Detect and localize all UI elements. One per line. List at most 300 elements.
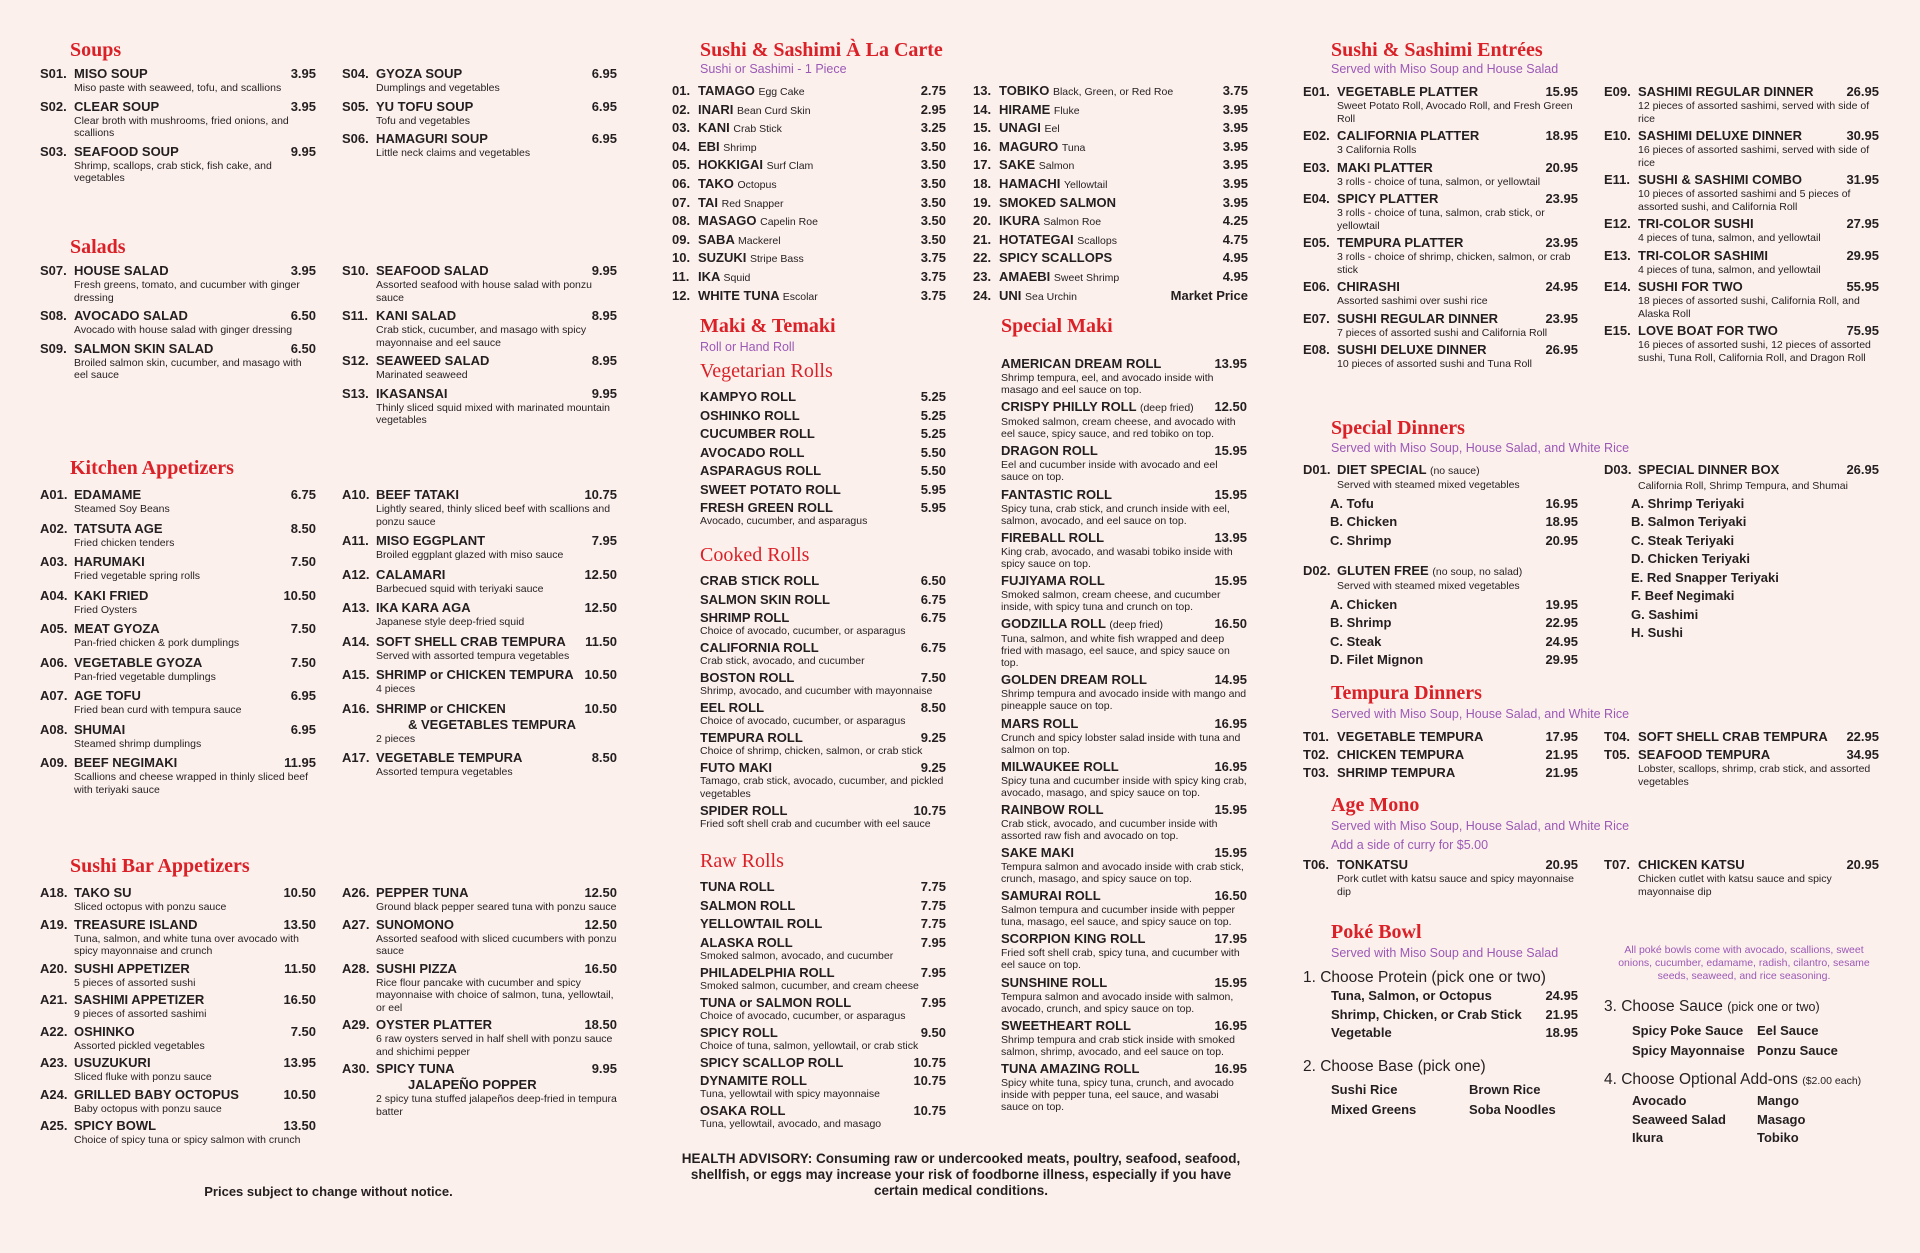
special-dinners-subtitle: Served with Miso Soup, House Salad, and White Rice [1331, 441, 1630, 455]
item-name: BOSTON ROLL [700, 670, 795, 685]
item-name: SUSHI REGULAR DINNER [1337, 310, 1499, 326]
item-desc: 6 raw oysters served in half shell with ponzu sauce and shichimi pepper [376, 1033, 613, 1058]
item-price: 10.50 [584, 700, 617, 716]
item-name-text: EBI [698, 138, 720, 154]
item-code: A06. [40, 654, 68, 670]
item-price: 24.95 [1545, 279, 1578, 294]
item-price: 15.95 [1214, 572, 1247, 588]
menu-item [40, 308, 316, 337]
roll-item [700, 995, 946, 1023]
item-desc: Smoked salmon, avocado, and cucumber [700, 949, 894, 962]
item-desc: Pan-fried vegetable dumplings [74, 670, 216, 683]
item-desc: Crab stick, avocado, and cucumber inside with assorted raw fish and avocado on top. [1001, 817, 1218, 842]
item-name [1001, 672, 1247, 688]
poke-protein-options [1331, 987, 1578, 1043]
menu-item [1604, 84, 1879, 125]
option-item [1331, 1024, 1578, 1043]
veg-rolls-list [700, 389, 946, 530]
item-name: TRI-COLOR SASHIMI [1638, 247, 1768, 263]
roll-item [700, 879, 946, 895]
item-desc: Assorted sashimi over sushi rice [1337, 295, 1488, 307]
item-desc: Chicken cutlet with katsu sauce and spicy mayonnaise dip [1638, 873, 1832, 898]
item-desc: Shrimp tempura and avocado inside with mango and pineapple sauce on top. [1001, 688, 1247, 713]
alacarte-item [672, 175, 946, 194]
item-price: 8.50 [920, 700, 946, 715]
item-name: SHRIMP ROLL [700, 610, 790, 625]
menu-item [40, 66, 316, 95]
item-name: CHIRASHI [1337, 279, 1400, 294]
item-name: FRESH GREEN ROLL [700, 500, 833, 515]
item-desc: Assorted tempura vegetables [376, 766, 513, 778]
menu-item [40, 755, 316, 796]
item-price: 16.50 [283, 992, 316, 1007]
item-desc: Tuna, yellowtail, avocado, and masago [700, 1118, 882, 1130]
item-price: 23.95 [1545, 191, 1578, 206]
item-desc: Smoked salmon, cream cheese, and cucumber inside, with spicy tuna and crunch on top. [1001, 588, 1221, 613]
menu-item [342, 567, 617, 596]
diet-special-code: D01. [1303, 462, 1331, 477]
menu-item [342, 487, 617, 528]
item-price: 6.95 [591, 131, 617, 146]
item-name: MEAT GYOZA [74, 621, 160, 636]
item-price: 3.95 [1222, 194, 1248, 210]
item-price: 13.95 [283, 1055, 316, 1070]
menu-item [342, 667, 617, 696]
menu-item [342, 99, 617, 128]
option-price: 20.95 [1545, 532, 1578, 548]
item-price: 20.95 [1846, 857, 1879, 872]
item-price: 6.95 [591, 66, 617, 81]
menu-item [40, 992, 316, 1021]
alacarte-item [973, 231, 1248, 250]
item-name: IKASANSAI [376, 385, 448, 401]
item-name-text: SUZUKI [698, 250, 747, 266]
item-price: 10.75 [584, 487, 617, 502]
item-price: 16.95 [1214, 1017, 1247, 1033]
roll-item [700, 916, 946, 932]
item-code: 04. [672, 138, 691, 154]
item-name: EDAMAME [74, 487, 142, 502]
item-price: 3.50 [920, 157, 946, 173]
tempura-title: Tempura Dinners [1331, 682, 1482, 704]
item-name: VEGETABLE GYOZA [74, 654, 203, 670]
item-desc: Eel and cucumber inside with avocado and eel sauce on top. [1001, 459, 1218, 484]
item-name: AGE TOFU [74, 688, 141, 703]
menu-item [342, 750, 617, 779]
item-code: E01. [1303, 84, 1330, 99]
item-code: E14. [1604, 279, 1631, 294]
item-desc: Choice of tuna, salmon, yellowtail, or crab stick [700, 1039, 919, 1052]
item-code: A26. [342, 885, 370, 900]
item-code: A29. [342, 1017, 370, 1032]
item-code: A17. [342, 750, 370, 765]
menu-item [40, 621, 316, 650]
menu-item [342, 308, 617, 349]
item-code: E15. [1604, 323, 1631, 338]
agemono-title: Age Mono [1331, 794, 1420, 816]
item-name: MAKI PLATTER [1337, 159, 1433, 175]
item-name-text: IKURA [999, 213, 1040, 229]
item-price: 5.95 [920, 481, 946, 497]
entrees-list-right [1604, 84, 1879, 367]
item-price: 20.95 [1545, 857, 1578, 872]
item-price: 21.95 [1545, 747, 1578, 762]
item-name-text: SMOKED SALMON [999, 194, 1116, 210]
alacarte-subtitle: Sushi or Sashimi - 1 Piece [700, 62, 847, 76]
item-code: A12. [342, 566, 370, 582]
alacarte-item [672, 138, 946, 157]
item-code: 12. [672, 287, 691, 303]
alacarte-item [672, 101, 946, 120]
item-price: 23.95 [1545, 310, 1578, 326]
menu-item [40, 263, 316, 304]
item-price: 8.95 [591, 308, 617, 323]
item-name: SUSHI DELUXE DINNER [1337, 342, 1487, 357]
special-maki-list [1001, 356, 1247, 1116]
item-name-text: SAMURAI ROLL [1001, 888, 1101, 904]
item-code: E11. [1604, 172, 1631, 187]
item-desc: 3 California Rolls [1337, 144, 1417, 156]
alacarte-item [672, 268, 946, 287]
item-name-text: GOLDEN DREAM ROLL [1001, 672, 1147, 688]
item-name-text: SUNSHINE ROLL [1001, 974, 1108, 990]
item-name: MISO EGGPLANT [376, 533, 486, 548]
menu-item [1303, 729, 1578, 745]
item-name [1001, 931, 1247, 947]
menu-item [1604, 128, 1879, 169]
item-name: OYSTER PLATTER [376, 1017, 493, 1032]
item-name [698, 194, 784, 214]
option-item: F. Beef Negimaki [1631, 588, 1735, 603]
maki-title: Maki & Temaki [700, 315, 836, 337]
alacarte-item [973, 101, 1248, 120]
item-price: 7.95 [920, 964, 946, 980]
item-price: 14.95 [1214, 672, 1247, 688]
item-translation: Stripe Bass [750, 253, 804, 266]
dinner-box-code: D03. [1604, 462, 1632, 477]
item-name: PEPPER TUNA [376, 885, 469, 900]
menu-item [342, 263, 617, 304]
item-price: 7.50 [920, 670, 946, 685]
alacarte-item [672, 231, 946, 250]
item-desc: Choice of avocado, cucumber, or asparagus [700, 715, 906, 727]
item-note: (deep fried) [1139, 402, 1194, 415]
item-desc: Clear broth with mushrooms, fried onions, and scallions [74, 114, 289, 139]
item-desc: Spicy tuna, crab stick, and crunch inside with eel, salmon, avocado, and eel sauce on top. [1001, 502, 1230, 527]
soups-list-left [40, 66, 316, 189]
item-price: 13.95 [1214, 356, 1247, 371]
option-item: B. Salmon Teriyaki [1631, 514, 1747, 529]
item-desc: Fried Oysters [74, 603, 138, 616]
item-desc: Shrimp, avocado, and cucumber with mayonnaise [700, 685, 933, 697]
item-name: SPIDER ROLL [700, 802, 788, 818]
option-item: Ponzu Sauce [1757, 1042, 1838, 1058]
item-name-text: AMAEBI [999, 268, 1051, 284]
item-translation: Sweet Shrimp [1053, 271, 1120, 284]
item-name-text: UNAGI [999, 120, 1041, 136]
item-price: 6.50 [920, 573, 946, 588]
item-desc: Tuna, yellowtail with spicy mayonnaise [700, 1088, 880, 1100]
item-price: 10.75 [913, 1054, 946, 1070]
menu-item [1303, 128, 1578, 157]
item-name: TEMPURA ROLL [700, 730, 803, 745]
soups-list-right [342, 66, 617, 164]
item-price: 3.95 [1222, 157, 1248, 173]
item-desc: Shrimp tempura and crab stick inside with smoked salmon, shrimp, avocado, and eel sauce on top. [1001, 1033, 1236, 1058]
item-price: 6.50 [290, 340, 316, 356]
item-code: 19. [973, 194, 992, 210]
roll-item [700, 730, 946, 758]
alacarte-item [973, 249, 1248, 268]
menu-item [40, 1087, 316, 1116]
item-desc: Salmon tempura and cucumber inside with pepper tuna, masago, eel sauce, and spicy sauce on top. [1001, 904, 1236, 929]
item-desc: Tempura salmon and avocado inside with crab stick, crunch, masago, and spicy sauce on top. [1001, 861, 1244, 886]
item-name [698, 101, 811, 121]
item-code: S02. [40, 98, 67, 114]
item-price: 3.50 [920, 138, 946, 154]
item-desc: Fresh greens, tomato, and cucumber with ginger dressing [74, 279, 300, 304]
item-name: TAKO SU [74, 885, 132, 900]
option-price: 21.95 [1545, 1006, 1578, 1022]
item-code: A03. [40, 554, 68, 569]
alacarte-item [672, 194, 946, 213]
item-desc: 4 pieces of tuna, salmon, and yellowtail [1638, 263, 1821, 276]
cooked-rolls-title: Cooked Rolls [700, 544, 810, 566]
alacarte-title: Sushi & Sashimi À La Carte [700, 39, 943, 61]
item-desc: Crunch and spicy lobster salad inside with tuna and salmon on top. [1001, 731, 1241, 756]
menu-item [342, 634, 617, 663]
item-name: SHRIMP or CHICKEN TEMPURA [376, 667, 574, 682]
item-price: 15.95 [1214, 845, 1247, 861]
item-price: 11.50 [284, 960, 316, 976]
item-code: T06. [1303, 857, 1330, 872]
item-code: A30. [342, 1061, 370, 1076]
item-name [999, 119, 1060, 139]
option-label: C. Shrimp [1330, 532, 1392, 548]
item-price: 10.75 [913, 802, 946, 818]
item-name-text: KANI [698, 120, 730, 136]
item-price: 6.50 [290, 308, 316, 323]
item-name: CALAMARI [376, 566, 446, 582]
item-desc: Baby octopus with ponzu sauce [74, 1102, 222, 1115]
roll-item [700, 898, 946, 914]
item-code: A07. [40, 688, 68, 703]
option-item: Seaweed Salad [1632, 1111, 1726, 1127]
item-price: 3.50 [920, 231, 946, 247]
item-name: SUSHI & SASHIMI COMBO [1638, 172, 1802, 187]
item-desc: Fried soft shell crab, spicy tuna, and cucumber with eel sauce on top. [1001, 947, 1240, 972]
item-name: SOFT SHELL CRAB TEMPURA [1638, 729, 1828, 744]
item-desc: Sliced fluke with ponzu sauce [74, 1071, 212, 1083]
roll-item [700, 463, 946, 479]
item-code: 03. [672, 120, 691, 136]
item-name: SUNOMONO [376, 916, 454, 932]
item-price: 7.50 [290, 654, 316, 670]
maki-subtitle: Roll or Hand Roll [700, 340, 795, 354]
item-desc: Crab stick, avocado, and cucumber [700, 655, 865, 667]
item-desc: Fried bean curd with tempura sauce [74, 704, 242, 716]
item-price: 26.95 [1846, 84, 1879, 99]
item-name: SASHIMI DELUXE DINNER [1638, 128, 1802, 143]
item-desc: Served with assorted tempura vegetables [376, 649, 570, 662]
item-code: 15. [973, 120, 992, 136]
menu-item [342, 533, 617, 562]
alacarte-item [973, 268, 1248, 287]
item-desc: Shrimp, scallops, crab stick, fish cake, and vegetables [74, 159, 272, 184]
item-name: SUSHI PIZZA [376, 960, 457, 976]
item-translation: Tuna [1061, 141, 1086, 154]
roll-item [700, 408, 946, 424]
item-desc: 5 pieces of assorted sushi [74, 976, 196, 989]
option-item: H. Sushi [1631, 625, 1684, 640]
gluten-free-code: D02. [1303, 563, 1331, 578]
item-name [1001, 1018, 1247, 1034]
item-price: 4.75 [1222, 231, 1248, 247]
special-roll-item [1001, 530, 1247, 570]
item-desc: Crab stick, cucumber, and masago with spicy mayonnaise and eel sauce [376, 324, 587, 349]
option-label: Tuna, Salmon, or Octopus [1331, 988, 1492, 1003]
item-name-text: SPICY SCALLOPS [999, 250, 1113, 266]
item-price: 7.75 [920, 916, 946, 931]
menu-item [1604, 216, 1879, 245]
item-desc: Choice of avocado, cucumber, or asparagus [700, 1009, 906, 1022]
item-code: 05. [672, 157, 691, 173]
alacarte-item [973, 82, 1248, 101]
menu-item [1303, 342, 1578, 371]
menu-item [1604, 248, 1879, 277]
menu-item [1604, 323, 1879, 364]
item-name-text: UNI [999, 287, 1022, 303]
item-name: SALMON ROLL [700, 897, 796, 913]
item-code: T01. [1303, 729, 1330, 744]
option-item: G. Sashimi [1631, 606, 1699, 622]
item-price: 5.95 [920, 500, 946, 515]
item-name-text: HOTATEGAI [999, 231, 1074, 247]
item-name: SALMON SKIN ROLL [700, 591, 830, 607]
item-translation: Red Snapper [721, 197, 784, 210]
item-price: 5.25 [920, 389, 946, 404]
item-desc: 10 pieces of assorted sashimi and 5 pieces of assorted sushi, and California Roll [1638, 188, 1851, 213]
roll-item [700, 573, 946, 589]
item-name-text: RAINBOW ROLL [1001, 801, 1104, 817]
menu-item [40, 487, 316, 516]
item-name: HOUSE SALAD [74, 263, 169, 278]
item-price: 8.50 [290, 520, 316, 536]
item-name: SALMON SKIN SALAD [74, 340, 214, 356]
item-name [698, 82, 805, 102]
option-item: Soba Noodles [1469, 1101, 1556, 1117]
item-price: 30.95 [1846, 128, 1879, 143]
item-desc: Spicy tuna and cucumber inside with spicy king crab, avocado, masago, and spicy sauce on top. [1001, 774, 1247, 799]
item-desc: Japanese style deep-fried squid [376, 616, 525, 628]
item-name: SPICY BOWL [74, 1118, 157, 1133]
item-price: Market Price [1170, 287, 1248, 303]
item-price: 10.75 [913, 1073, 946, 1088]
poke-base-options [1331, 1080, 1607, 1119]
item-desc: Tuna, salmon, and white tuna over avocado with spicy mayonnaise and crunch [74, 932, 299, 957]
item-name: SASHIMI REGULAR DINNER [1638, 84, 1814, 99]
item-price: 3.50 [920, 175, 946, 191]
special-roll-item [1001, 487, 1247, 527]
item-desc: Choice of avocado, cucumber, or asparagus [700, 625, 906, 637]
item-desc: Assorted pickled vegetables [74, 1039, 205, 1052]
item-name: MISO SOUP [74, 66, 148, 81]
option-price: 22.95 [1545, 615, 1578, 630]
item-price: 16.50 [584, 960, 617, 976]
item-name: CRAB STICK ROLL [700, 573, 820, 588]
item-price: 4.25 [1222, 213, 1248, 229]
item-name: GRILLED BABY OCTOPUS [74, 1086, 239, 1102]
special-roll-item [1001, 1018, 1247, 1058]
item-name: SEAFOOD TEMPURA [1638, 747, 1771, 762]
item-translation: Salmon [1038, 160, 1075, 173]
item-name-text: MILWAUKEE ROLL [1001, 758, 1119, 774]
roll-item [700, 500, 946, 528]
item-name: SEAFOOD SALAD [376, 263, 489, 278]
item-code: A15. [342, 667, 370, 682]
menu-item [342, 1061, 617, 1118]
poke-subtitle: Served with Miso Soup and House Salad [1331, 946, 1559, 960]
item-price: 4.95 [1222, 268, 1248, 284]
item-desc: Avocado with house salad with ginger dressing [74, 324, 293, 336]
item-name: TEMPURA PLATTER [1337, 235, 1464, 250]
item-name [999, 194, 1116, 214]
gluten-free [1303, 563, 1578, 670]
item-name: OSHINKO ROLL [700, 407, 800, 423]
menu-item [40, 961, 316, 990]
item-name [698, 287, 818, 307]
diet-special-name: DIET SPECIAL (no sauce) [1337, 462, 1480, 477]
alacarte-item [973, 212, 1248, 231]
item-code: A24. [40, 1086, 68, 1102]
option-price: 29.95 [1545, 652, 1578, 667]
option-label: Shrimp, Chicken, or Crab Stick [1331, 1006, 1522, 1022]
item-code: A01. [40, 487, 68, 502]
item-code: S10. [342, 263, 369, 278]
item-price: 2.95 [920, 101, 946, 117]
item-name [1001, 888, 1247, 904]
option-price: 24.95 [1545, 988, 1578, 1003]
salads-list-left [40, 263, 316, 386]
item-translation: Sea Urchin [1025, 290, 1077, 303]
menu-item [342, 701, 617, 746]
option-item: Mixed Greens [1331, 1101, 1417, 1117]
alacarte-item [672, 249, 946, 268]
item-desc: 18 pieces of assorted sushi, California Roll, and Alaska Roll [1638, 295, 1860, 320]
option-price: 18.95 [1545, 1025, 1578, 1040]
raw-rolls-list [700, 879, 946, 1133]
item-translation: Egg Cake [758, 86, 805, 98]
item-name [1001, 716, 1247, 732]
dinner-box-price: 26.95 [1846, 462, 1879, 477]
item-name: CALIFORNIA ROLL [700, 640, 819, 655]
dinner-box-options [1604, 495, 1879, 643]
item-name [1001, 443, 1247, 459]
kitchen-title: Kitchen Appetizers [70, 457, 234, 479]
menu-item [342, 917, 617, 958]
alacarte-item [973, 175, 1248, 194]
item-desc: Spicy white tuna, spicy tuna, crunch, and avocado inside with pepper tuna, eel sauce, and wasabi sauce on top. [1001, 1077, 1234, 1113]
item-code: 11. [672, 268, 690, 284]
item-code: 02. [672, 101, 691, 117]
alacarte-item [672, 82, 946, 101]
item-code: A10. [342, 487, 370, 502]
item-price: 13.50 [283, 916, 316, 932]
menu-item [1303, 857, 1578, 898]
item-name-line2: & VEGETABLES TEMPURA [408, 716, 577, 732]
item-desc: Pan-fried chicken & pork dumplings [74, 637, 240, 649]
item-code: E05. [1303, 235, 1330, 250]
